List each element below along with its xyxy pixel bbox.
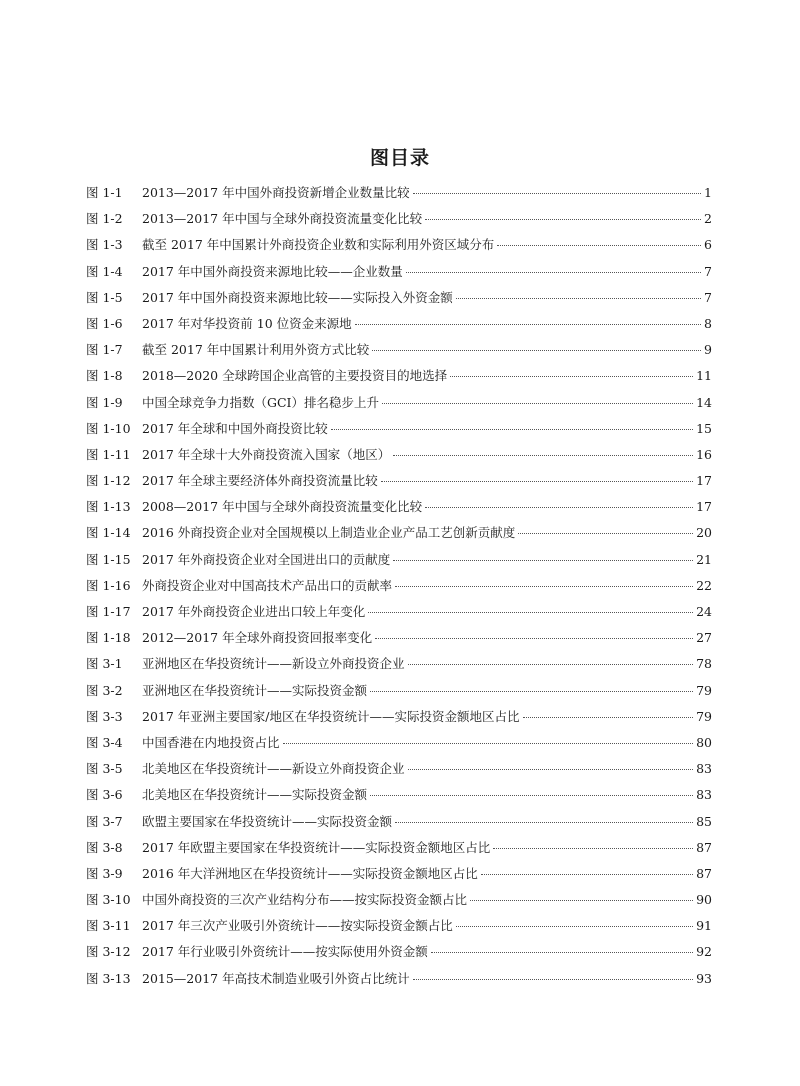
figure-number: 图 3-6 bbox=[86, 787, 123, 803]
figure-title: 2017 年中国外商投资来源地比较——企业数量 bbox=[142, 263, 403, 279]
figure-number: 图 3-2 bbox=[86, 682, 123, 698]
page-number: 7 bbox=[704, 263, 712, 279]
toc-entry[interactable] bbox=[86, 942, 712, 968]
toc-entry[interactable] bbox=[86, 759, 712, 785]
toc-entry[interactable] bbox=[86, 497, 712, 523]
figure-list bbox=[86, 183, 712, 995]
toc-entry[interactable] bbox=[86, 183, 712, 209]
dot-leader bbox=[425, 219, 701, 220]
page-number: 92 bbox=[696, 944, 712, 960]
figure-title: 2017 年欧盟主要国家在华投资统计——实际投资金额地区占比 bbox=[142, 839, 491, 855]
dot-leader bbox=[355, 324, 701, 325]
figure-number: 图 1-2 bbox=[86, 211, 123, 227]
figure-title: 2018—2020 全球跨国企业高管的主要投资目的地选择 bbox=[142, 368, 448, 384]
page-number: 8 bbox=[704, 315, 712, 331]
dot-leader bbox=[395, 822, 693, 823]
figure-number: 图 1-8 bbox=[86, 368, 123, 384]
toc-entry[interactable] bbox=[86, 785, 712, 811]
page-number: 14 bbox=[696, 394, 712, 410]
toc-entry[interactable] bbox=[86, 654, 712, 680]
toc-entry[interactable] bbox=[86, 707, 712, 733]
figure-title: 2016 外商投资企业对全国规模以上制造业企业产品工艺创新贡献度 bbox=[142, 525, 516, 541]
page-number: 11 bbox=[696, 368, 712, 384]
dot-leader bbox=[393, 455, 693, 456]
page-number: 87 bbox=[696, 839, 712, 855]
toc-entry[interactable] bbox=[86, 969, 712, 995]
page-number: 22 bbox=[696, 577, 712, 593]
figure-title: 北美地区在华投资统计——实际投资金额 bbox=[142, 787, 368, 803]
figure-number: 图 1-6 bbox=[86, 315, 123, 331]
toc-entry[interactable] bbox=[86, 471, 712, 497]
dot-leader bbox=[497, 245, 701, 246]
figure-title: 2013—2017 年中国与全球外商投资流量变化比较 bbox=[142, 211, 423, 227]
toc-entry[interactable] bbox=[86, 314, 712, 340]
toc-entry[interactable] bbox=[86, 523, 712, 549]
dot-leader bbox=[331, 429, 693, 430]
page-number: 17 bbox=[696, 473, 712, 489]
toc-entry[interactable] bbox=[86, 445, 712, 471]
dot-leader bbox=[368, 612, 693, 613]
dot-leader bbox=[425, 507, 693, 508]
figure-title: 亚洲地区在华投资统计——新设立外商投资企业 bbox=[142, 656, 405, 672]
figure-number: 图 1-3 bbox=[86, 237, 123, 253]
figure-title: 2017 年全球主要经济体外商投资流量比较 bbox=[142, 473, 378, 489]
dot-leader bbox=[395, 586, 693, 587]
page-number: 20 bbox=[696, 525, 712, 541]
toc-entry[interactable] bbox=[86, 262, 712, 288]
dot-leader bbox=[406, 272, 701, 273]
figure-number: 图 1-14 bbox=[86, 525, 131, 541]
dot-leader bbox=[382, 403, 693, 404]
figure-number: 图 3-9 bbox=[86, 865, 123, 881]
page-number: 78 bbox=[696, 656, 712, 672]
figure-number: 图 1-10 bbox=[86, 420, 131, 436]
figure-title: 2017 年对华投资前 10 位资金来源地 bbox=[142, 315, 352, 331]
dot-leader bbox=[456, 926, 693, 927]
figure-number: 图 1-16 bbox=[86, 577, 131, 593]
dot-leader bbox=[283, 743, 694, 744]
page-number: 85 bbox=[696, 813, 712, 829]
dot-leader bbox=[413, 979, 693, 980]
toc-entry[interactable] bbox=[86, 550, 712, 576]
page-number: 21 bbox=[696, 551, 712, 567]
figure-title: 亚洲地区在华投资统计——实际投资金额 bbox=[142, 682, 368, 698]
dot-leader bbox=[493, 848, 693, 849]
page-title: 图目录 bbox=[369, 147, 430, 169]
figure-title: 2017 年外商投资企业对全国进出口的贡献度 bbox=[142, 551, 391, 567]
figure-number: 图 3-4 bbox=[86, 734, 123, 750]
dot-leader bbox=[481, 874, 693, 875]
toc-entry[interactable] bbox=[86, 890, 712, 916]
page-number: 6 bbox=[704, 237, 712, 253]
dot-leader bbox=[518, 533, 693, 534]
page-number: 91 bbox=[696, 918, 712, 934]
toc-entry[interactable] bbox=[86, 864, 712, 890]
figure-title: 截至 2017 年中国累计利用外资方式比较 bbox=[142, 342, 370, 358]
dot-leader bbox=[370, 795, 693, 796]
figure-number: 图 1-7 bbox=[86, 342, 123, 358]
figure-number: 图 3-10 bbox=[86, 892, 131, 908]
page-number: 16 bbox=[696, 446, 712, 462]
figure-number: 图 1-4 bbox=[86, 263, 123, 279]
figure-title: 2008—2017 年中国与全球外商投资流量变化比较 bbox=[142, 499, 423, 515]
dot-leader bbox=[393, 560, 693, 561]
page-number: 79 bbox=[696, 708, 712, 724]
dot-leader bbox=[413, 193, 701, 194]
dot-leader bbox=[408, 769, 694, 770]
figure-title: 2017 年行业吸引外资统计——按实际使用外资金额 bbox=[142, 944, 428, 960]
toc-entry[interactable] bbox=[86, 366, 712, 392]
toc-entry[interactable] bbox=[86, 340, 712, 366]
figure-title: 2016 年大洋洲地区在华投资统计——实际投资金额地区占比 bbox=[142, 865, 478, 881]
toc-entry[interactable] bbox=[86, 916, 712, 942]
figure-number: 图 1-17 bbox=[86, 604, 131, 619]
dot-leader bbox=[456, 298, 701, 299]
dot-leader bbox=[381, 481, 693, 482]
toc-entry[interactable] bbox=[86, 628, 712, 654]
toc-entry[interactable] bbox=[86, 419, 712, 445]
toc-entry[interactable] bbox=[86, 681, 712, 707]
dot-leader bbox=[375, 638, 693, 639]
figure-number: 图 1-15 bbox=[86, 551, 131, 567]
figure-title: 外商投资企业对中国高技术产品出口的贡献率 bbox=[142, 577, 393, 593]
page-number: 2 bbox=[704, 211, 712, 227]
figure-number: 图 3-8 bbox=[86, 839, 123, 855]
toc-entry[interactable] bbox=[86, 209, 712, 235]
figure-number: 图 3-3 bbox=[86, 708, 123, 724]
dot-leader bbox=[408, 664, 694, 665]
toc-entry[interactable] bbox=[86, 602, 712, 628]
dot-leader bbox=[470, 900, 693, 901]
figure-number: 图 3-13 bbox=[86, 970, 131, 986]
figure-title: 2017 年三次产业吸引外资统计——按实际投资金额占比 bbox=[142, 918, 453, 934]
figure-title: 北美地区在华投资统计——新设立外商投资企业 bbox=[142, 761, 405, 777]
figure-title: 2012—2017 年全球外商投资回报率变化 bbox=[142, 630, 373, 646]
toc-entry[interactable] bbox=[86, 576, 712, 602]
figure-title: 2017 年全球十大外商投资流入国家（地区） bbox=[142, 446, 391, 462]
figure-title: 中国全球竞争力指数（GCI）排名稳步上升 bbox=[142, 394, 379, 410]
page-number: 93 bbox=[696, 970, 712, 986]
page-number: 87 bbox=[696, 865, 712, 881]
page-number: 80 bbox=[696, 734, 712, 750]
dot-leader bbox=[450, 376, 693, 377]
figure-number: 图 1-12 bbox=[86, 473, 131, 489]
page-number: 27 bbox=[696, 630, 712, 646]
dot-leader bbox=[431, 952, 693, 953]
figure-number: 图 1-9 bbox=[86, 394, 123, 410]
toc-entry[interactable] bbox=[86, 812, 712, 838]
page-number: 17 bbox=[696, 499, 712, 515]
page-number: 15 bbox=[696, 420, 712, 436]
figure-number: 图 3-12 bbox=[86, 944, 131, 960]
toc-entry[interactable] bbox=[86, 838, 712, 864]
page-number: 83 bbox=[696, 761, 712, 777]
dot-leader bbox=[372, 350, 701, 351]
figure-title: 中国外商投资的三次产业结构分布——按实际投资金额占比 bbox=[142, 892, 468, 908]
figure-number: 图 3-5 bbox=[86, 761, 123, 777]
figure-title: 欧盟主要国家在华投资统计——实际投资金额 bbox=[142, 813, 393, 829]
figure-title: 中国香港在内地投资占比 bbox=[142, 734, 280, 750]
dot-leader bbox=[523, 717, 694, 718]
page-number: 9 bbox=[704, 342, 712, 358]
toc-entry[interactable] bbox=[86, 235, 712, 261]
figure-number: 图 1-18 bbox=[86, 630, 131, 646]
figure-title: 2015—2017 年高技术制造业吸引外资占比统计 bbox=[142, 970, 410, 986]
page-number: 90 bbox=[696, 892, 712, 908]
toc-entry[interactable] bbox=[86, 288, 712, 314]
figure-number: 图 1-13 bbox=[86, 499, 131, 515]
page-number: 7 bbox=[704, 289, 712, 305]
figure-number: 图 1-11 bbox=[86, 446, 131, 462]
toc-entry[interactable] bbox=[86, 393, 712, 419]
figure-title: 2013—2017 年中国外商投资新增企业数量比较 bbox=[142, 185, 410, 200]
page-number: 79 bbox=[696, 682, 712, 698]
figure-title: 2017 年中国外商投资来源地比较——实际投入外资金额 bbox=[142, 289, 453, 305]
figure-number: 图 1-1 bbox=[86, 185, 123, 200]
figure-number: 图 3-11 bbox=[86, 918, 131, 934]
page-number: 1 bbox=[704, 185, 712, 200]
figure-number: 图 1-5 bbox=[86, 289, 123, 305]
figure-title: 2017 年亚洲主要国家/地区在华投资统计——实际投资金额地区占比 bbox=[142, 708, 520, 724]
figure-number: 图 3-7 bbox=[86, 813, 123, 829]
figure-title: 2017 年外商投资企业进出口较上年变化 bbox=[142, 604, 366, 619]
figure-number: 图 3-1 bbox=[86, 656, 123, 672]
page-number: 83 bbox=[696, 787, 712, 803]
figure-title: 2017 年全球和中国外商投资比较 bbox=[142, 420, 328, 436]
dot-leader bbox=[370, 691, 693, 692]
page-number: 24 bbox=[696, 604, 712, 619]
toc-entry[interactable] bbox=[86, 733, 712, 759]
figure-title: 截至 2017 年中国累计外商投资企业数和实际利用外资区域分布 bbox=[142, 237, 495, 253]
